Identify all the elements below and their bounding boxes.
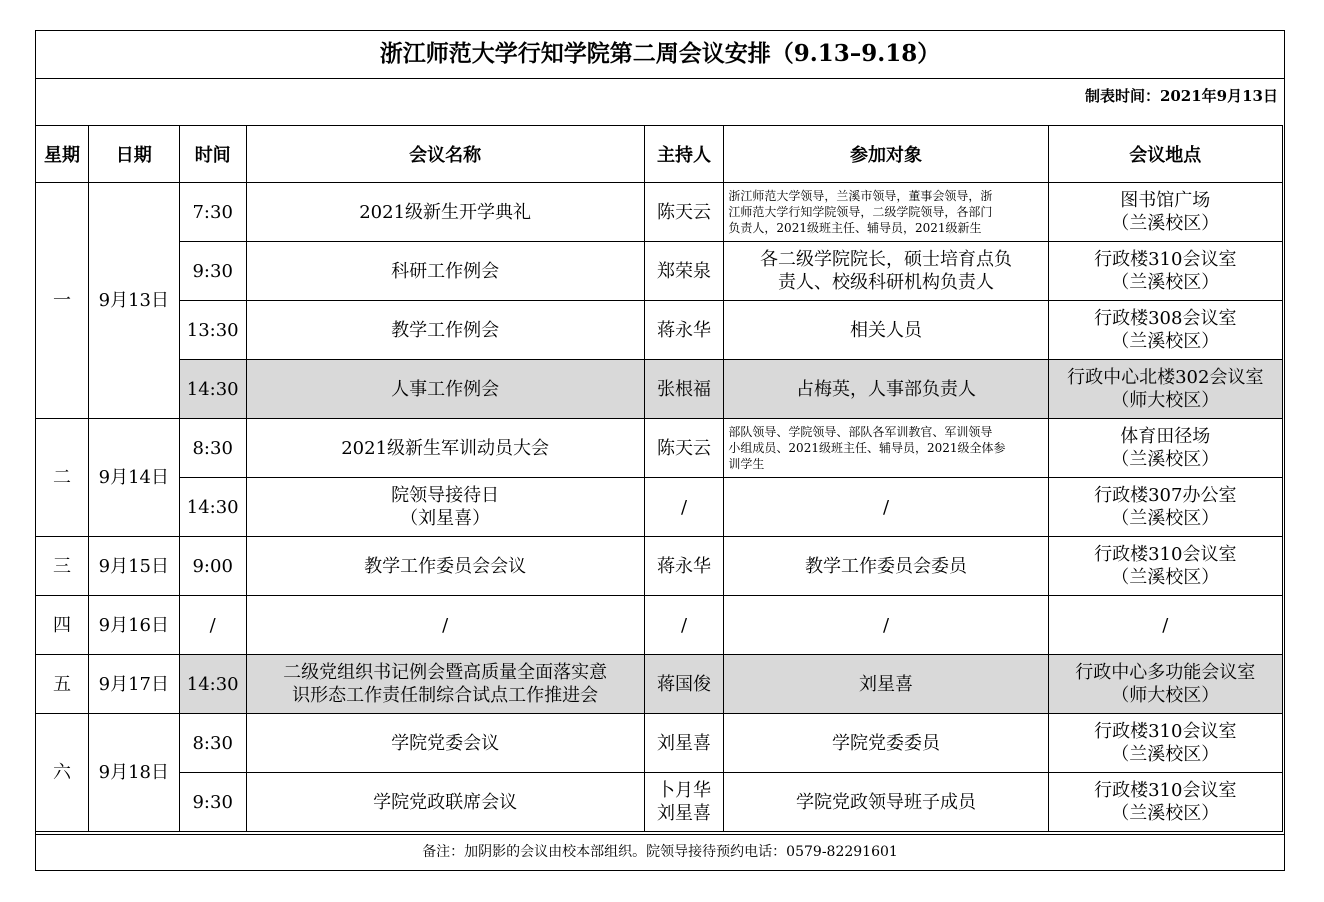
- attendees-cell-line: 部队领导、学院领导、部队各军训教官、军训领导: [728, 425, 993, 439]
- location-cell-line: 体育田径场: [1120, 426, 1211, 447]
- meeting-name-cell: [246, 596, 644, 655]
- attendees-cell: [724, 537, 1048, 596]
- meeting-name-cell-line: （刘星喜）: [400, 508, 491, 529]
- time-cell-line: 8:30: [192, 732, 233, 754]
- date-cell: [88, 419, 179, 537]
- time-cell-line: 9:30: [192, 791, 233, 813]
- schedule-table: [35, 125, 1283, 832]
- time-cell: [179, 596, 246, 655]
- meeting-name-cell-line: 学院党政联席会议: [373, 791, 518, 813]
- host-cell: [644, 714, 724, 773]
- host-cell: [644, 537, 724, 596]
- weekday-cell-line: 六: [52, 762, 71, 783]
- time-cell-line: /: [209, 614, 216, 636]
- meeting-name-cell: [246, 301, 644, 360]
- host-cell-line: 张根福: [657, 378, 712, 400]
- weekday-cell-line: 三: [52, 555, 71, 577]
- time-cell: [179, 419, 246, 478]
- time-cell-line: 14:30: [186, 378, 239, 400]
- weekday-cell: [36, 596, 89, 655]
- time-cell-line: 8:30: [192, 437, 233, 459]
- meeting-name-cell-line: 识形态工作责任制综合试点工作推进会: [292, 685, 599, 706]
- schedule-body: [36, 183, 1283, 832]
- host-cell-line: 蒋国俊: [657, 673, 712, 695]
- location-cell: [1048, 537, 1282, 596]
- header-host: 主持人: [644, 126, 724, 183]
- attendees-cell: [724, 360, 1048, 419]
- host-cell: [644, 360, 724, 419]
- meeting-name-cell: [246, 242, 644, 301]
- time-cell: [179, 183, 246, 242]
- location-cell-line: 行政楼307办公室: [1094, 485, 1237, 506]
- location-cell: [1048, 183, 1282, 242]
- weekday-cell-line: 一: [52, 290, 71, 311]
- attendees-cell: [724, 301, 1048, 360]
- table-row: [36, 419, 1283, 478]
- location-cell: [1048, 773, 1282, 832]
- location-cell-line: /: [1162, 614, 1169, 636]
- meeting-name-cell-line: /: [442, 614, 449, 636]
- host-cell-line: 陈天云: [657, 201, 712, 223]
- location-cell: [1048, 301, 1282, 360]
- meeting-name-cell-line: 学院党委会议: [391, 732, 500, 754]
- location-cell-line: 图书馆广场: [1120, 190, 1211, 211]
- time-cell: [179, 655, 246, 714]
- meeting-name-cell-line: 科研工作例会: [391, 260, 500, 282]
- meeting-name-cell: [246, 419, 644, 478]
- location-cell-line: 行政中心北楼302会议室: [1067, 367, 1264, 388]
- attendees-cell-line: 各二级学院院长，硕士培育点负: [759, 249, 1012, 270]
- made-time: 制表时间：2021年9月13日: [1084, 87, 1278, 105]
- time-cell-line: 9:30: [192, 260, 233, 282]
- table-row: [36, 478, 1283, 537]
- meeting-name-cell: [246, 714, 644, 773]
- time-cell-line: 13:30: [186, 319, 239, 341]
- location-cell: [1048, 478, 1282, 537]
- date-cell: [88, 537, 179, 596]
- weekday-cell: [36, 714, 89, 832]
- time-cell: [179, 360, 246, 419]
- attendees-cell-line: 负责人，2021级班主任、辅导员，2021级新生: [728, 221, 982, 235]
- time-cell: [179, 301, 246, 360]
- location-cell-line: （兰溪校区）: [1111, 213, 1220, 234]
- date-cell: [88, 183, 179, 419]
- attendees-cell: [724, 596, 1048, 655]
- host-cell-line: 蒋永华: [657, 319, 712, 341]
- date-cell: [88, 714, 179, 832]
- attendees-cell-line: /: [882, 614, 890, 636]
- attendees-cell: [724, 773, 1048, 832]
- attendees-cell-line: 训学生: [728, 457, 765, 471]
- table-row: [36, 183, 1283, 242]
- header-meeting-name: 会议名称: [246, 126, 644, 183]
- time-cell-line: 9:00: [192, 555, 233, 577]
- location-cell-line: （兰溪校区）: [1111, 449, 1220, 470]
- footer-note: 备注：加阴影的会议由校本部组织。院领导接待预约电话：0579-82291601: [36, 834, 1284, 870]
- meeting-name-cell: [246, 537, 644, 596]
- host-cell-line: /: [680, 496, 688, 518]
- location-cell-line: 行政楼308会议室: [1094, 308, 1237, 329]
- attendees-cell-line: 教学工作委员会委员: [804, 555, 967, 577]
- attendees-cell-line: 相关人员: [849, 319, 922, 341]
- weekday-cell: [36, 183, 89, 419]
- location-cell: [1048, 360, 1282, 419]
- date-cell-line: 9月18日: [98, 762, 169, 783]
- meeting-name-cell: [246, 360, 644, 419]
- attendees-cell: [724, 478, 1048, 537]
- table-row: [36, 537, 1283, 596]
- weekday-cell-line: 二: [52, 467, 71, 488]
- host-cell-line: 郑荣泉: [657, 260, 712, 282]
- attendees-cell-line: 浙江师范大学领导，兰溪市领导，董事会领导，浙: [728, 189, 993, 203]
- meeting-name-cell: [246, 478, 644, 537]
- location-cell: [1048, 242, 1282, 301]
- host-cell-line: /: [680, 614, 688, 636]
- attendees-cell-line: 学院党政领导班子成员: [795, 791, 976, 813]
- host-cell: [644, 301, 724, 360]
- weekday-cell-line: 四: [52, 614, 71, 636]
- header-weekday: 星期: [36, 126, 89, 183]
- table-row: [36, 596, 1283, 655]
- location-cell-line: （兰溪校区）: [1111, 331, 1220, 352]
- date-cell-line: 9月16日: [98, 614, 169, 636]
- attendees-cell-line: 刘星喜: [858, 673, 913, 695]
- time-cell-line: 14:30: [186, 673, 239, 695]
- attendees-cell-line: 江师范大学行知学院领导，二级学院领导，各部门: [728, 205, 993, 219]
- meeting-name-cell-line: 2021级新生军训动员大会: [341, 437, 550, 459]
- header-location: 会议地点: [1048, 126, 1282, 183]
- table-row: [36, 714, 1283, 773]
- weekday-cell: [36, 537, 89, 596]
- table-row: [36, 360, 1283, 419]
- location-cell-line: （兰溪校区）: [1111, 744, 1220, 765]
- location-cell-line: （兰溪校区）: [1111, 508, 1220, 529]
- host-cell: [644, 419, 724, 478]
- time-cell: [179, 242, 246, 301]
- header-row: [36, 126, 1283, 183]
- date-cell-line: 9月14日: [98, 467, 169, 488]
- header-time: 时间: [179, 126, 246, 183]
- time-cell-line: 7:30: [192, 201, 233, 223]
- date-cell-line: 9月13日: [98, 290, 169, 311]
- date-cell-line: 9月17日: [98, 673, 169, 695]
- weekday-cell: [36, 419, 89, 537]
- location-cell-line: 行政楼310会议室: [1094, 780, 1237, 801]
- location-cell-line: （兰溪校区）: [1111, 272, 1220, 293]
- location-cell: [1048, 714, 1282, 773]
- location-cell-line: （师大校区）: [1111, 685, 1220, 706]
- location-cell: [1048, 596, 1282, 655]
- attendees-cell: [724, 714, 1048, 773]
- table-row: [36, 773, 1283, 832]
- time-cell: [179, 537, 246, 596]
- attendees-cell-line: 学院党委委员: [831, 732, 940, 754]
- host-cell-line: 刘星喜: [657, 803, 712, 824]
- meeting-name-cell-line: 教学工作例会: [391, 319, 500, 341]
- schedule-sheet: [35, 30, 1285, 871]
- attendees-cell: [724, 242, 1048, 301]
- table-row: [36, 301, 1283, 360]
- host-cell: [644, 478, 724, 537]
- location-cell: [1048, 419, 1282, 478]
- location-cell-line: 行政楼310会议室: [1094, 249, 1237, 270]
- attendees-cell: [724, 419, 1048, 478]
- attendees-cell-line: /: [882, 496, 890, 518]
- meeting-name-cell: [246, 183, 644, 242]
- location-cell-line: （兰溪校区）: [1111, 567, 1220, 588]
- attendees-cell: [724, 183, 1048, 242]
- meeting-name-cell-line: 2021级新生开学典礼: [359, 201, 532, 223]
- host-cell: [644, 242, 724, 301]
- date-cell-line: 9月15日: [98, 555, 169, 577]
- location-cell-line: 行政楼310会议室: [1094, 721, 1237, 742]
- host-cell: [644, 655, 724, 714]
- date-cell: [88, 596, 179, 655]
- meeting-name-cell-line: 教学工作委员会会议: [364, 555, 527, 577]
- host-cell-line: 刘星喜: [657, 732, 712, 754]
- date-cell: [88, 655, 179, 714]
- time-cell: [179, 478, 246, 537]
- host-cell-line: 蒋永华: [657, 555, 712, 577]
- location-cell: [1048, 655, 1282, 714]
- host-cell-line: 陈天云: [657, 437, 712, 459]
- time-cell-line: 14:30: [186, 496, 239, 518]
- location-cell-line: 行政楼310会议室: [1094, 544, 1237, 565]
- meeting-name-cell-line: 人事工作例会: [391, 378, 500, 400]
- location-cell-line: 行政中心多功能会议室: [1075, 662, 1256, 683]
- attendees-cell-line: 占梅英，人事部负责人: [795, 378, 976, 400]
- host-cell: [644, 183, 724, 242]
- attendees-cell-line: 小组成员、2021级班主任、辅导员，2021级全体参: [728, 441, 1006, 455]
- attendees-cell-line: 责人、校级科研机构负责人: [777, 272, 994, 293]
- host-cell: [644, 773, 724, 832]
- host-cell-line: 卜月华: [657, 780, 712, 801]
- table-row: [36, 655, 1283, 714]
- meeting-name-cell: [246, 655, 644, 714]
- time-cell: [179, 773, 246, 832]
- weekday-cell-line: 五: [52, 673, 71, 695]
- header-attendees: 参加对象: [724, 126, 1048, 183]
- host-cell: [644, 596, 724, 655]
- weekday-cell: [36, 655, 89, 714]
- location-cell-line: （兰溪校区）: [1111, 803, 1220, 824]
- meeting-name-cell-line: 二级党组织书记例会暨高质量全面落实意: [283, 662, 608, 683]
- meeting-name-cell-line: 院领导接待日: [391, 485, 500, 506]
- attendees-cell: [724, 655, 1048, 714]
- page-title: 浙江师范大学行知学院第二周会议安排（9.13–9.18）: [36, 31, 1284, 79]
- meeting-name-cell: [246, 773, 644, 832]
- location-cell-line: （师大校区）: [1111, 390, 1220, 411]
- time-cell: [179, 714, 246, 773]
- header-date: 日期: [88, 126, 179, 183]
- table-row: [36, 242, 1283, 301]
